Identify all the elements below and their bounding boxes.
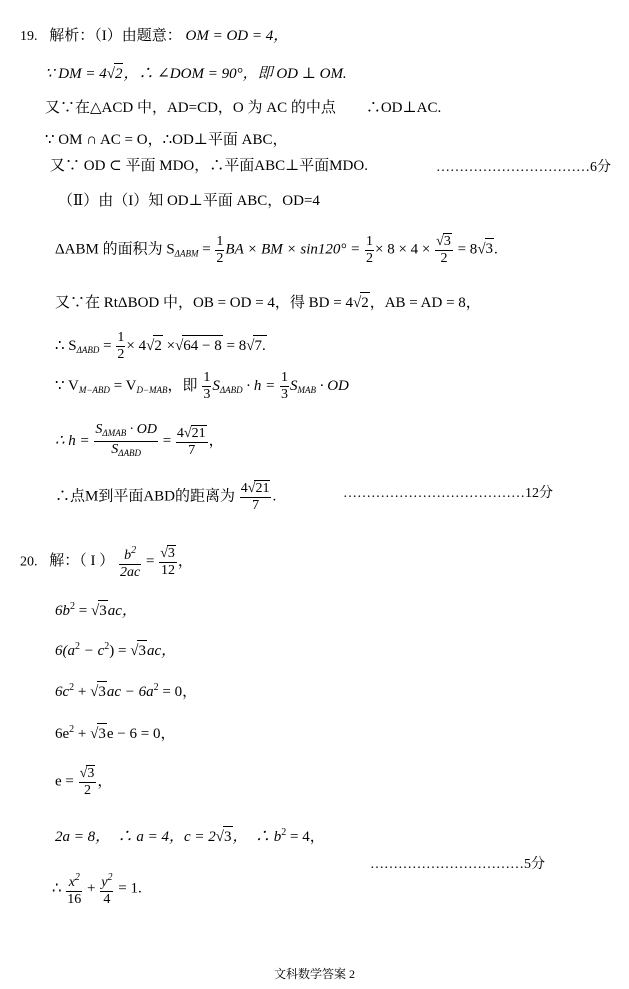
q19-l11-f2-num1: 4 (176, 425, 184, 441)
q19-l10g: · OD (315, 377, 349, 394)
q20-l8-n2s: 2 (107, 872, 113, 883)
q19-l7-half-num: 1 (216, 233, 224, 249)
q19-line11 (55, 422, 224, 461)
q19-line10 (55, 370, 349, 403)
q19-l11b: = (158, 432, 175, 449)
q20-l3s2: 2 (104, 641, 110, 652)
q19-l7a: ΔABM 的面积为 S (55, 241, 175, 258)
q19-l10f: S (289, 377, 298, 394)
q19-line8: 又∵在 RtΔBOD 中，OB = OD = 4，得 BD = 4√2，AB = AD = 8， (55, 292, 481, 313)
q20-l8-n1s: 2 (74, 872, 80, 883)
q20-line8 (52, 870, 142, 908)
q19-l10-third-den: 3 (203, 387, 211, 402)
q20-l2c: 3 (98, 600, 108, 621)
q19-l7-half-den: 2 (216, 250, 224, 266)
q20-l7d: = 4， (286, 829, 325, 845)
q20-l4s1: 2 (69, 682, 75, 693)
q19-l11-num-sub: ΔMAB (102, 428, 127, 438)
q19-l10d: S (212, 377, 220, 394)
q19-l8c: ，AB = AD = 8， (369, 295, 481, 311)
q19-l11-frac (94, 422, 158, 461)
q20-l5d: e − 6 = 0， (106, 726, 176, 742)
q20-line7: 2a = 8， ∴ a = 4，c = 2√3， ∴ $b^2 = 4$， (55, 827, 325, 845)
q19-l7-half (215, 234, 224, 267)
q19-l11-den-s: S (111, 442, 119, 457)
q19-l9c: × 4 (126, 337, 147, 354)
q20-score-5: ……………………………5分 (370, 857, 545, 872)
q20-l8-d2: 4 (100, 891, 113, 908)
q19-line12 (55, 480, 276, 514)
q19-l11-f2-num2: 21 (191, 425, 206, 441)
q19-l11-den-sub: ΔABD (118, 448, 142, 458)
q20-f1-num: b (124, 548, 132, 563)
page-footer: 文科数学答案 2 (273, 967, 355, 981)
q20-l8-n1: x (68, 875, 75, 890)
q19-line4: ∵ OM ∩ AC = O，∴OD⊥平面 ABC， (45, 132, 288, 148)
q19-l9-half-den: 2 (117, 347, 125, 362)
q19-l8b: 2 (360, 292, 370, 313)
q19-l11-f2-den: 7 (176, 442, 208, 459)
q19-l12-num1: 4 (240, 481, 248, 496)
q19-header (20, 26, 288, 47)
q20-l8-frac1 (66, 870, 82, 908)
q19-l9-half-num: 1 (117, 330, 125, 345)
q20-l8-d1: 16 (67, 892, 82, 907)
q20-f1-eq: = (142, 553, 159, 570)
q20-line4: $6c^2 + √3ac - 6a^2 = 0$， (55, 682, 198, 700)
q19-l9d: 2 (153, 335, 163, 356)
q19-l8a: 又∵在 RtΔBOD 中，OB = OD = 4，得 BD = 4 (55, 295, 353, 311)
q20-f1r-den: 12 (161, 563, 176, 578)
q20-f1r: $\frac{√3}{12}$ (160, 546, 176, 578)
q19-l10a: ∵ V (55, 377, 79, 394)
q19-l7-root3-half: $\frac{√3}{2}$ (436, 234, 451, 266)
q19-l11-frac2: $\frac{4√21}{7}$ (176, 425, 206, 458)
q20-l3s1: 2 (75, 641, 80, 652)
q19-l10-third-num: 1 (203, 370, 211, 385)
q19-l7sub: ΔABM (174, 248, 199, 259)
q19-l9h: 7. (253, 335, 266, 356)
q19-line7: ΔABM 的面积为 $S_{\Delta ABM}$ = $\frac{1}{2}$ BA × BM × sin120° = $\frac{1}{2}$ × 8 × 4 × $\frac{√3}{2}$ = 8√3. (55, 233, 498, 266)
q20-line5: $6e^2 + √3e - 6 = 0$， (55, 724, 176, 742)
q19-l10-third2-num: 1 (280, 370, 288, 385)
q19-l9g: = 8 (222, 337, 247, 354)
q20-l5c: 3 (97, 723, 107, 744)
q19-l9sub: ΔABD (76, 344, 100, 355)
q19-l9f: 64 − 8 (182, 335, 222, 356)
q19-l7-root3-den: 2 (435, 250, 453, 267)
q19-l10b: = V (109, 377, 137, 394)
q19-l11-num-s: S (95, 422, 103, 437)
q20-l6-tail: ， (97, 773, 113, 790)
q20-l5b: + (74, 726, 91, 742)
q20-l3c: ) = (109, 643, 131, 659)
q19-l7-root3: 3 (443, 234, 451, 249)
q19-l11-num-tail: · OD (126, 422, 157, 437)
q20-l8-tail: = 1. (114, 880, 142, 897)
q19-l9b: = (99, 337, 116, 354)
q20-l7b: 3 (223, 826, 233, 847)
q19-l9e: × (162, 337, 176, 354)
q20-l7s: 2 (281, 827, 287, 838)
q19-l12-num2: 21 (255, 481, 270, 496)
q20-l4e: = 0， (158, 684, 198, 700)
q20-number: 20. (20, 554, 38, 570)
q19-l10sub1: M−ABD (78, 384, 110, 395)
q20-l6-frac: $\frac{√3}{2}$ (79, 766, 95, 798)
q19-line1: OM = OD = 4， (185, 28, 289, 44)
q19-l7e: = 8 (453, 241, 478, 258)
q20-l3b: − c (80, 643, 105, 659)
q20-l4s2: 2 (153, 682, 159, 693)
q20-f1-num-sup: 2 (131, 545, 137, 556)
q20-l4b: + (74, 684, 91, 700)
q20-l8-frac2 (100, 870, 113, 908)
q20-l6-num: 3 (87, 766, 95, 781)
q19-l10c: ，即 (167, 377, 198, 394)
q20-l4d: ac − 6a (106, 684, 154, 700)
q20-line3: $6(a^2 - c^2) = √3ac$， (55, 641, 177, 659)
q19-line6: （Ⅱ）由（I）知 OD⊥平面 ABC，OD=4 (58, 193, 320, 209)
q19-line2-sqrt: 2 (114, 63, 124, 84)
q19-l11c: ， (208, 432, 224, 449)
q20-l3a: 6(a (55, 643, 75, 659)
q19-l9-half (116, 330, 125, 363)
q20-f1-den: 2ac (120, 565, 141, 580)
q20-l2a: 6b (55, 603, 70, 619)
q20-l4a: 6c (55, 684, 70, 700)
q19-number: 19. (20, 29, 38, 44)
q19-l7g: . (494, 241, 498, 258)
q20-l5s1: 2 (69, 724, 75, 735)
q19-line5: 又∵ OD ⊂ 平面 MDO，∴平面ABC⊥平面MDO. (50, 158, 368, 174)
q19-l7d: × 8 × 4 × (375, 241, 431, 258)
q19-l10-third (202, 370, 211, 403)
q20-l7c: ， ∴ b (232, 829, 282, 845)
q20-l2d: ac， (107, 603, 137, 619)
q20-line6 (55, 765, 112, 799)
q20-l8a: ∴ (52, 880, 62, 897)
q19-line9: ∴ $S_{\Delta ABD}$ = $\frac{1}{2}$ × 4√2 ×√64 − 8 = 8√7. (55, 330, 266, 362)
q19-l9a: ∴ S (55, 337, 77, 354)
q19-l12-den: 7 (240, 497, 272, 514)
q19-line2a: ∵ DM = 4 (45, 66, 107, 82)
q19-score-6: ……………………………6分 (436, 160, 611, 175)
q19-l7-half2-den: 2 (366, 250, 374, 266)
q19-l12-frac: $\frac{4√21}{7}$ (240, 481, 270, 513)
q19-l12a: ∴点M到平面ABD的距离为 (55, 488, 236, 505)
q20-l2b: = (75, 603, 91, 619)
q20-l8-plus: + (83, 880, 100, 897)
q19-l7-half2-num: 1 (366, 233, 374, 249)
q20-l7a: 2a = 8， ∴ a = 4，c = 2 (55, 829, 216, 845)
q20-l2sup: 2 (70, 601, 75, 612)
q20-l3d: 3 (137, 640, 147, 661)
q19-l11a: ∴ h = (55, 432, 94, 449)
q20-l6-den: 2 (79, 782, 97, 799)
q19-line2: ∵ DM = 4√2，∴ ∠DOM = 90°，即 OD ⊥ OM. (45, 63, 347, 84)
q20-l3e: ac， (146, 643, 177, 659)
q19-head: 解析：（I）由题意： (49, 28, 182, 44)
q19-line2c: ，∴ ∠DOM = 90°，即 OD ⊥ OM. (123, 66, 347, 82)
q19-l7f: 3 (485, 238, 495, 259)
q20-l6a: e = (55, 773, 78, 790)
q19-l10-third2-den: 3 (280, 387, 288, 402)
q19-l10sub3: ΔABD (219, 384, 243, 395)
q20-head: 解：（ I ） (49, 553, 115, 570)
q20-l4c: 3 (97, 681, 107, 702)
q19-line3: 又∵在△ACD 中，AD=CD，O 为 AC 的中点 ∴OD⊥AC. (45, 100, 442, 116)
q20-f1-tail: ， (177, 553, 193, 570)
q20-header (20, 543, 193, 581)
q20-l5a: 6e (55, 726, 70, 742)
q19-l10e: · h = (242, 377, 279, 394)
q20-f1r-num: 3 (167, 546, 175, 561)
q20-line2: $6b^2 = √3ac$， (55, 601, 137, 619)
q19-l7c: BA × BM × sin120° = (225, 241, 365, 258)
q19-l10-third2 (280, 370, 289, 403)
q20-l8-n2: y (101, 875, 108, 890)
q19-l10sub2: D−MAB (136, 384, 168, 395)
q19-l12b: . (272, 488, 277, 505)
q19-score-12: …………………………………12分 (343, 486, 553, 501)
q19-l10sub4: MAB (297, 384, 316, 395)
q19-l7-half2 (365, 234, 374, 267)
q20-f1 (119, 543, 141, 581)
q19-l7b: = (198, 241, 215, 258)
